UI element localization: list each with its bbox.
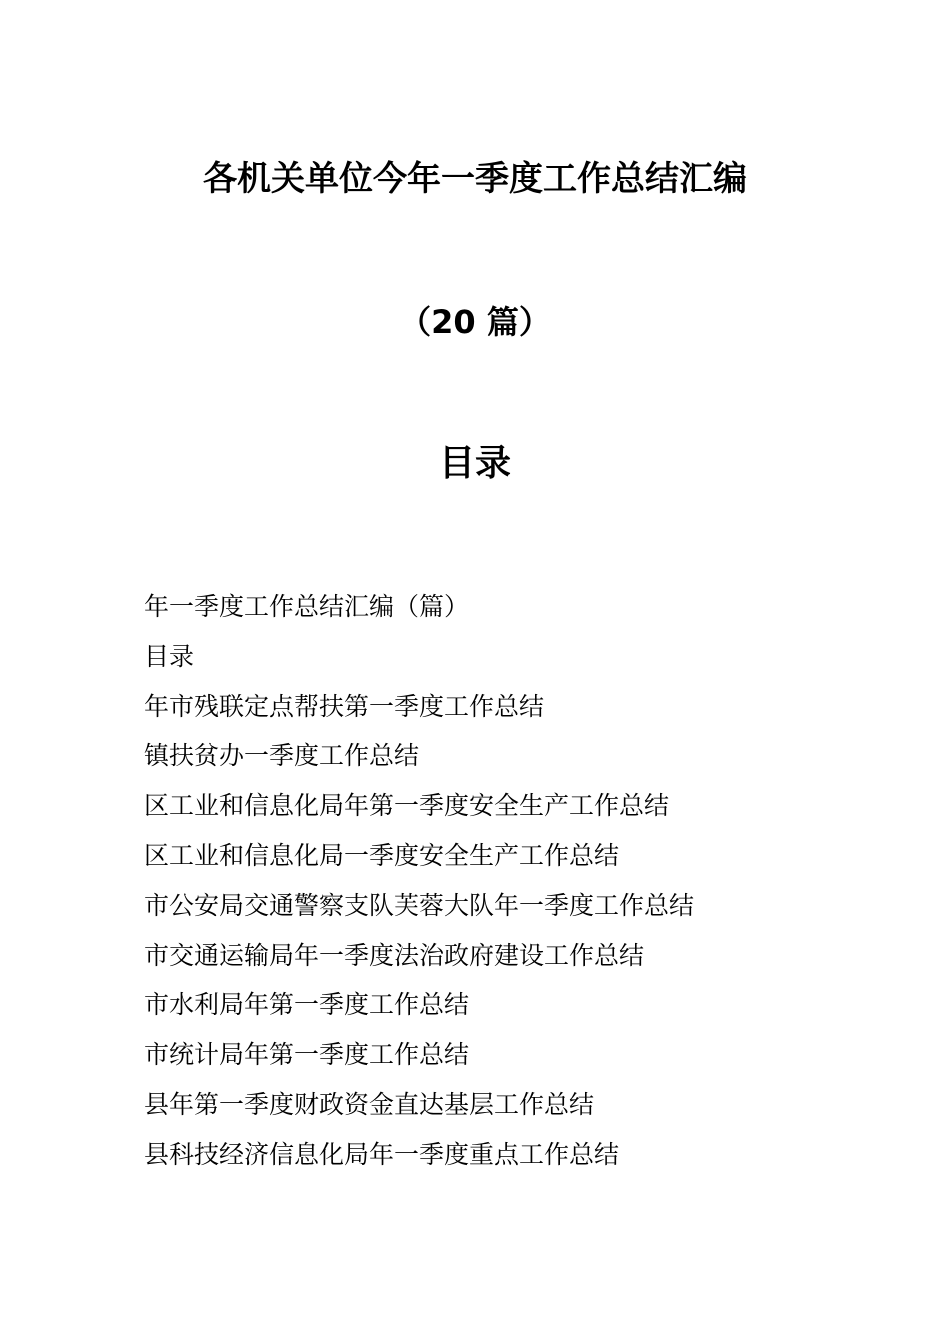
table-of-contents	[144, 582, 904, 1180]
toc-item[interactable]: 市水利局年第一季度工作总结	[144, 990, 470, 1020]
toc-item[interactable]: 市公安局交通警察支队芙蓉大队年一季度工作总结	[144, 890, 695, 920]
toc-item[interactable]: 县科技经济信息化局年一季度重点工作总结	[144, 1139, 620, 1169]
toc-item[interactable]: 区工业和信息化局年第一季度安全生产工作总结	[144, 791, 670, 821]
toc-item[interactable]: 镇扶贫办一季度工作总结	[144, 741, 420, 771]
toc-heading: 目录	[438, 443, 511, 484]
toc-item[interactable]: 目录	[144, 641, 195, 671]
toc-item[interactable]: 年市残联定点帮扶第一季度工作总结	[144, 691, 545, 721]
toc-item[interactable]: 市交通运输局年一季度法治政府建设工作总结	[144, 940, 645, 970]
document-title: 各机关单位今年一季度工作总结汇编	[203, 159, 747, 199]
toc-item[interactable]: 年一季度工作总结汇编（篇）	[144, 592, 470, 621]
document-count: （20 篇）	[399, 303, 551, 341]
toc-item[interactable]: 市统计局年第一季度工作总结	[144, 1040, 470, 1070]
toc-item[interactable]: 县年第一季度财政资金直达基层工作总结	[144, 1089, 595, 1119]
toc-item[interactable]: 区工业和信息化局一季度安全生产工作总结	[144, 840, 620, 870]
